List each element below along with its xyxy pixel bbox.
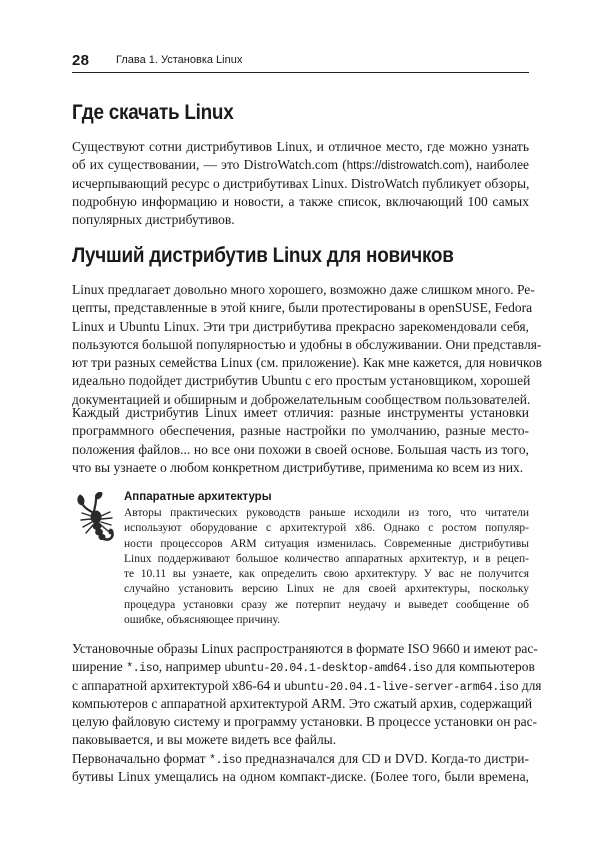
text-line: Установочные образы Linux распространяются в формате ISO 9660 и имеют рас- — [72, 641, 538, 656]
text-line: бутивы Linux умещались на одном компакт-диске. (Более того, были времена, — [72, 769, 529, 785]
text-line: ширение *.iso, например ubuntu-20.04.1-desktop-amd64.iso для компьютеров — [72, 659, 535, 676]
text-line: программного обеспечения, разные настройки по умолчанию, разные место- — [72, 423, 529, 439]
text-line: Существуют сотни дистрибутивов Linux, и отличное место, где можно узнать — [72, 139, 529, 154]
text-line: положения файлов... но все они похожи в своей основе. Большая часть из того, — [72, 441, 529, 457]
text-line: подробную информацию и новости, а также список, включающий 100 самых — [72, 193, 529, 209]
paragraph-iso-history — [72, 750, 529, 787]
page-number: 28 — [72, 52, 90, 69]
text-line: Linux предлагает довольно много хорошего, возможно даже слишком много. Ре- — [72, 282, 535, 297]
scorpion-icon — [72, 489, 120, 545]
text-line: исчерпывающий ресурс о дистрибутивах Linux. DistroWatch публикует обзоры, — [72, 175, 530, 191]
text-line: целую файловую систему и программу установки. В процессе установки он рас- — [72, 714, 538, 730]
note-title: Аппаратные архитектуры — [124, 491, 272, 503]
note-line: Linux поддерживают большое количество аппаратных архитектур, и в рецеп- — [124, 552, 529, 565]
running-header — [72, 52, 529, 73]
text-line: паковывается, и вы можете видеть все файлы. — [72, 732, 337, 748]
note-line: случайно установить версию Linux не для своей архитектуры, поскольку — [124, 583, 529, 596]
note-line: ности процессоров ARM ситуация изменилась. Современные дистрибутивы — [124, 537, 529, 550]
note-line: ошибке, объясняющее причину. — [124, 614, 281, 627]
paragraph-iso-images — [72, 640, 542, 750]
text-line: идеально подойдет дистрибутив Ubuntu с его простым установщиком, хорошей — [72, 373, 531, 389]
text-line: об их существовании, — это DistroWatch.com (https://distrowatch.com), наиболее — [72, 157, 529, 173]
section-heading-best-distro: Лучший дистрибутив Linux для новичков — [72, 243, 454, 267]
text-line: цепты, представленные в этой книге, были протестированы в openSUSE, Fedora — [72, 300, 533, 316]
paragraph-best-distro-1 — [72, 281, 542, 409]
text-line: популярных дистрибутивов. — [72, 212, 235, 228]
section-heading-download: Где скачать Linux — [72, 100, 234, 124]
note-line: используют оборудование с архитектурой x86. Однако с ростом популяр- — [124, 522, 529, 535]
note-body — [124, 506, 529, 628]
paragraph-download — [72, 138, 529, 229]
iso-extension: *.iso — [126, 662, 159, 676]
note-line: те 10.11 вы узнаете, как определить свою архитектуру. У вас не получится — [124, 568, 529, 581]
text-line: что вы узнаете о любом конкретном дистрибутиве, применима ко всем из них. — [72, 459, 524, 475]
text-line: Каждый дистрибутив Linux имеет отличия: разные инструменты установки — [72, 405, 529, 420]
note-line: процедура установки сразу же потерпит неудачу и выведет сообщение об — [124, 598, 529, 611]
text-line: компьютеров с аппаратной архитектурой ARM. Это сжатый архив, содержащий — [72, 695, 533, 711]
text-line: ют три разных семейства Linux (см. приложение). Как мне кажется, для новичков — [72, 355, 542, 371]
server-iso-filename: ubuntu-20.04.1-live-server-arm64.iso — [284, 680, 519, 694]
paragraph-best-distro-2 — [72, 404, 529, 477]
desktop-iso-filename: ubuntu-20.04.1-desktop-amd64.iso — [224, 662, 433, 676]
iso-extension: *.iso — [209, 754, 242, 767]
text-line: пользуются большой популярностью и удобны в обслуживании. Они представля- — [72, 336, 542, 352]
running-title: Глава 1. Установка Linux — [116, 54, 243, 66]
hardware-architectures-note — [124, 491, 529, 628]
distrowatch-url: https://distrowatch.com — [346, 160, 465, 173]
note-line: Авторы практических руководств раньше исходили из того, что читатели — [124, 507, 529, 519]
text-line: с аппаратной архитектурой x86-64 и ubuntu-20.04.1-live-server-arm64.iso для — [72, 677, 542, 694]
text-line: документацией и обширным и доброжелательным сообществом пользователей. — [72, 391, 531, 407]
text-line: Linux и Ubuntu Linux. Эти три дистрибутива прекрасно зарекомендовали себя, — [72, 318, 529, 334]
text-line: Первоначально формат *.iso предназначался для CD и DVD. Когда-то дистри- — [72, 751, 529, 767]
